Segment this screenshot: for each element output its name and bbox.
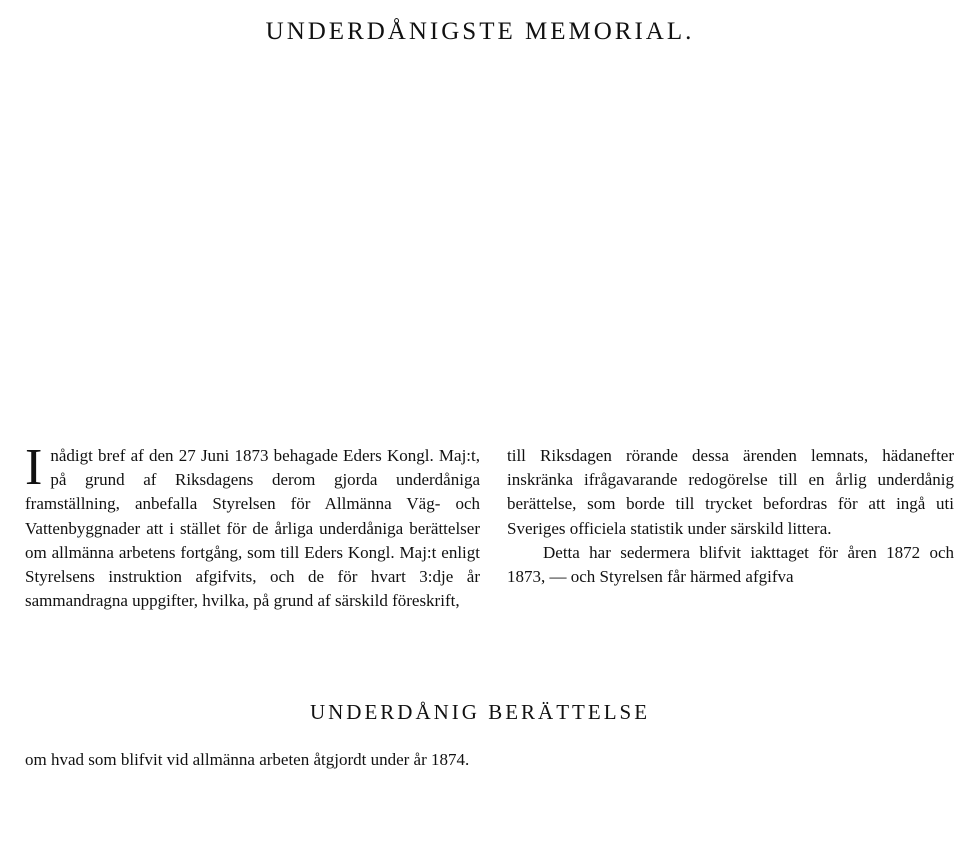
right-paragraph-1: till Riksdagen rörande dessa ärenden lemnats, hädanefter inskränka ifrågavarande redogörelse till en årlig underdånig berättelse, som borde till trycket befordras för att ingå uti Sveriges officiela statistik under särskild littera. bbox=[507, 446, 954, 538]
section-title: UNDERDÅNIG BERÄTTELSE bbox=[309, 700, 651, 724]
left-paragraph bbox=[25, 439, 480, 613]
left-paragraph-text: nådigt bref af den 27 Juni 1873 behagade Eders Kongl. Maj:t, på grund af Riksdagens derom gjorda underdåniga framställning, anbefalla Styrelsen för Allmänna Väg- och Vattenbyggnader att i stället för de årliga underdåniga berättelser om allmänna arbetens fortgång, som till Eders Kongl. Maj:t enligt Styrelsens instruktion afgifvits, och de för hvart 3:dje år sammandragna uppgifter, hvilka, på grund af särskild föreskrift, bbox=[25, 446, 480, 611]
right-column bbox=[507, 444, 954, 589]
drop-cap: I bbox=[25, 439, 43, 496]
right-paragraph-2: Detta har sedermera blifvit iakttaget för åren 1872 och 1873, — och Styrelsen får härmed afgifva bbox=[507, 542, 954, 587]
section-subtitle: om hvad som blifvit vid allmänna arbeten åtgjordt under år 1874. bbox=[25, 750, 470, 769]
left-column bbox=[25, 439, 480, 613]
memorial-title: UNDERDÅNIGSTE MEMORIAL. bbox=[265, 18, 695, 45]
